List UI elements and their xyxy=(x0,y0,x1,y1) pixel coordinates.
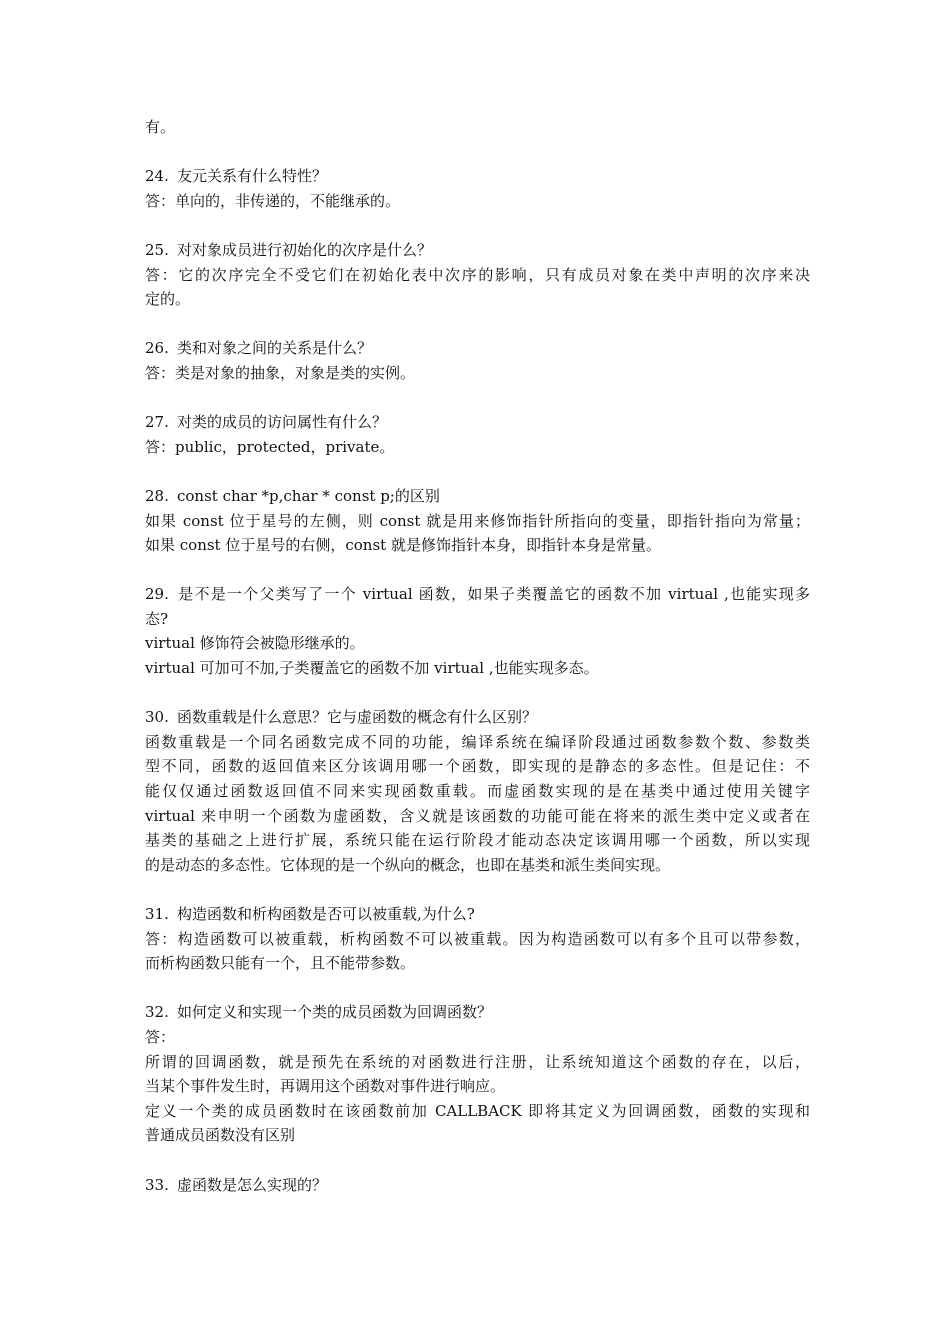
answer-line: virtual 可加可不加,子类覆盖它的函数不加 virtual ,也能实现多态。 xyxy=(145,659,599,678)
answer-line: 的是动态的多态性。它体现的是一个纵向的概念，也即在基类和派生类间实现。 xyxy=(145,855,671,874)
question-line xyxy=(145,238,810,263)
answer-line: 基类的基础之上进行扩展，系统只能在运行阶段才能动态决定该调用哪一个函数，所以实现 xyxy=(145,831,810,850)
answer-line: 如果 const 位于星号的右侧，const 就是修饰指针本身，即指针本身是常量。 xyxy=(145,536,661,555)
question-number: 28. xyxy=(145,486,169,505)
question-number: 32. xyxy=(145,1003,169,1022)
qa-block xyxy=(145,410,810,459)
paragraph-gap xyxy=(145,312,810,337)
answer-line: virtual 来申明一个函数为虚函数，含义就是该函数的功能可能在将来的派生类中定义或者在 xyxy=(145,806,810,825)
paragraph-gap xyxy=(145,140,810,165)
qa-block xyxy=(145,705,810,877)
paragraph-gap xyxy=(145,386,810,411)
question-line xyxy=(145,1000,810,1025)
paragraph-gap xyxy=(145,1148,810,1173)
question-text: 对类的成员的访问属性有什么？ xyxy=(177,413,388,432)
answer-line: 定义一个类的成员函数时在该函数前加 CALLBACK 即将其定义为回调函数，函数的实现和 xyxy=(145,1101,810,1120)
question-line xyxy=(145,1173,810,1198)
question-text: 对对象成员进行初始化的次序是什么？ xyxy=(177,240,433,259)
question-line xyxy=(145,582,810,607)
paragraph-gap xyxy=(145,976,810,1001)
question-text: 构造函数和析构函数是否可以被重载,为什么? xyxy=(177,905,475,923)
answer-line: 答：它的次序完全不受它们在初始化表中次序的影响，只有成员对象在类中声明的次序来决 xyxy=(145,265,810,284)
qa-block xyxy=(145,164,810,213)
paragraph-gap xyxy=(145,213,810,238)
question-line xyxy=(145,164,810,189)
qa-block xyxy=(145,902,810,976)
document-page xyxy=(145,115,810,1197)
answer-line: 答：public，protected，private。 xyxy=(145,437,395,456)
answer-line: 所谓的回调函数，就是预先在系统的对函数进行注册，让系统知道这个函数的存在，以后， xyxy=(145,1052,810,1071)
answer-line: 如果 const 位于星号的左侧，则 const 就是用来修饰指针所指向的变量，即指针指向为常量； xyxy=(145,511,810,530)
paragraph-gap xyxy=(145,877,810,902)
question-number: 25. xyxy=(145,240,169,259)
answer-line: 普通成员函数没有区别 xyxy=(145,1126,296,1145)
question-text: 类和对象之间的关系是什么？ xyxy=(177,339,373,358)
answer-line: 定的。 xyxy=(145,290,191,309)
answer-line: 答： xyxy=(145,1027,176,1046)
question-line xyxy=(145,484,810,509)
question-number: 33. xyxy=(145,1175,169,1194)
answer-line: 函数重载是一个同名函数完成不同的功能，编译系统在编译阶段通过函数参数个数、参数类 xyxy=(145,732,810,751)
paragraph-gap xyxy=(145,459,810,484)
question-number: 24. xyxy=(145,167,169,186)
answer-line: 态? xyxy=(145,609,169,628)
qa-block xyxy=(145,238,810,312)
question-number: 26. xyxy=(145,339,169,358)
question-text: 友元关系有什么特性？ xyxy=(177,167,328,186)
qa-block xyxy=(145,582,810,680)
question-number: 30. xyxy=(145,708,169,727)
question-line xyxy=(145,705,810,730)
paragraph-gap xyxy=(145,681,810,706)
question-text: 如何定义和实现一个类的成员函数为回调函数？ xyxy=(177,1003,493,1022)
qa-block xyxy=(145,1173,810,1198)
qa-block xyxy=(145,484,810,558)
answer-line: 型不同，函数的返回值来区分该调用哪一个函数，即实现的是静态的多态性。但是记住：不 xyxy=(145,757,810,776)
answer-line: 能仅仅通过函数返回值不同来实现函数重载。而虚函数实现的是在基类中通过使用关键字 xyxy=(145,782,810,801)
question-line xyxy=(145,410,810,435)
question-line xyxy=(145,902,810,927)
answer-line: 有。 xyxy=(145,118,176,136)
answer-line: 而析构函数只能有一个，且不能带参数。 xyxy=(145,954,416,973)
question-number: 31. xyxy=(145,905,169,923)
question-line xyxy=(145,336,810,361)
text-block xyxy=(145,115,810,140)
paragraph-gap xyxy=(145,558,810,583)
question-text: const char *p,char * const p;的区别 xyxy=(177,486,440,505)
question-text: 函数重载是什么意思？它与虚函数的概念有什么区别？ xyxy=(177,708,538,727)
question-text: 是不是一个父类写了一个 virtual 函数，如果子类覆盖它的函数不加 virtual ,也能实现多 xyxy=(177,585,810,604)
answer-line: 当某个事件发生时，再调用这个函数对事件进行响应。 xyxy=(145,1077,506,1096)
qa-block xyxy=(145,1000,810,1148)
question-number: 29. xyxy=(145,585,169,604)
answer-line: 答：构造函数可以被重载，析构函数不可以被重载。因为构造函数可以有多个且可以带参数， xyxy=(145,929,810,948)
answer-line: virtual 修饰符会被隐形继承的。 xyxy=(145,634,365,653)
answer-line: 答：单向的，非传递的，不能继承的。 xyxy=(145,191,401,210)
answer-line: 答：类是对象的抽象，对象是类的实例。 xyxy=(145,363,416,382)
qa-block xyxy=(145,336,810,385)
question-text: 虚函数是怎么实现的？ xyxy=(177,1175,328,1194)
question-number: 27. xyxy=(145,413,169,432)
